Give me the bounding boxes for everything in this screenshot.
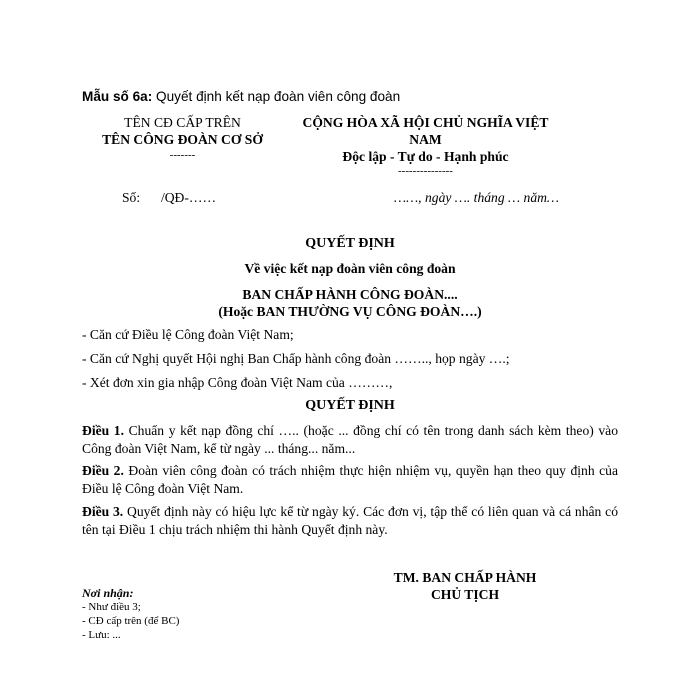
ground-item: - Căn cứ Điều lệ Công đoàn Việt Nam; <box>82 327 294 342</box>
ground-item: - Xét đơn xin gia nhập Công đoàn Việt Nam của ………, <box>82 375 393 390</box>
authority-line1: BAN CHẤP HÀNH CÔNG ĐOÀN.... <box>242 287 458 302</box>
signature-block <box>340 569 590 603</box>
article-label: Điều 3. <box>82 504 124 519</box>
org-divider: ------- <box>169 149 196 161</box>
nation-name-line2: NAM <box>409 132 442 147</box>
article-label: Điều 1. <box>82 423 124 438</box>
nation-divider: --------------- <box>398 165 453 177</box>
org-header <box>80 114 285 162</box>
date-line: ……, ngày …. tháng … năm… <box>394 190 560 205</box>
article-label: Điều 2. <box>82 463 124 478</box>
recipient-item: - Lưu: ... <box>82 629 121 641</box>
article-text: Chuẩn y kết nạp đồng chí ….. (hoặc ... đồng chí có tên trong danh sách kèm theo) vào Công đoàn Việt Nam, kể từ ngày ... tháng... năm... <box>82 423 619 456</box>
recipient-item: - CĐ cấp trên (để BC) <box>82 615 180 627</box>
nation-motto: Độc lập - Tự do - Hạnh phúc <box>342 149 509 164</box>
so-label: Số: <box>122 190 141 205</box>
so-value: /QĐ-…… <box>160 190 217 205</box>
form-title <box>82 89 400 104</box>
form-title-label: Mẫu số 6a: <box>82 89 153 104</box>
document-title: QUYẾT ĐỊNH <box>305 236 395 251</box>
ground-item: - Căn cứ Nghị quyết Hội nghị Ban Chấp hành công đoàn …….., họp ngày ….; <box>82 351 510 366</box>
reference-number <box>122 190 216 206</box>
authority-line2: (Hoặc BAN THƯỜNG VỤ CÔNG ĐOÀN….) <box>218 304 482 319</box>
signature-role: CHỦ TỊCH <box>430 587 500 602</box>
nation-name-line1: CỘNG HÒA XÃ HỘI CHỦ NGHĨA VIỆT <box>302 115 549 130</box>
document-subject: Về việc kết nạp đoàn viên công đoàn <box>244 261 456 276</box>
signature-title: TM. BAN CHẤP HÀNH <box>393 570 537 585</box>
article-2 <box>82 462 618 498</box>
article-3 <box>82 503 618 539</box>
issuing-authority <box>0 286 700 320</box>
article-text: Đoàn viên công đoàn có trách nhiệm thực hiện nhiệm vụ, quyền hạn theo quy định của Điều lệ Công đoàn Việt Nam. <box>82 463 619 496</box>
recipients-title: Nơi nhận: <box>82 586 134 600</box>
article-1 <box>82 422 618 458</box>
form-title-text: Quyết định kết nạp đoàn viên công đoàn <box>156 89 401 104</box>
org-parent-name: TÊN CĐ CẤP TRÊN <box>124 115 241 130</box>
nation-header <box>283 114 568 177</box>
recipients <box>82 586 179 642</box>
decision-title: QUYẾT ĐỊNH <box>305 398 395 413</box>
article-text: Quyết định này có hiệu lực kể từ ngày ký. Các đơn vị, tập thể có liên quan và cá nhân có tên tại Điều 1 chịu trách nhiệm thi hành Quyết định này. <box>82 504 619 537</box>
org-name: TÊN CÔNG ĐOÀN CƠ SỞ <box>102 132 263 147</box>
recipient-item: - Như điều 3; <box>82 601 141 613</box>
